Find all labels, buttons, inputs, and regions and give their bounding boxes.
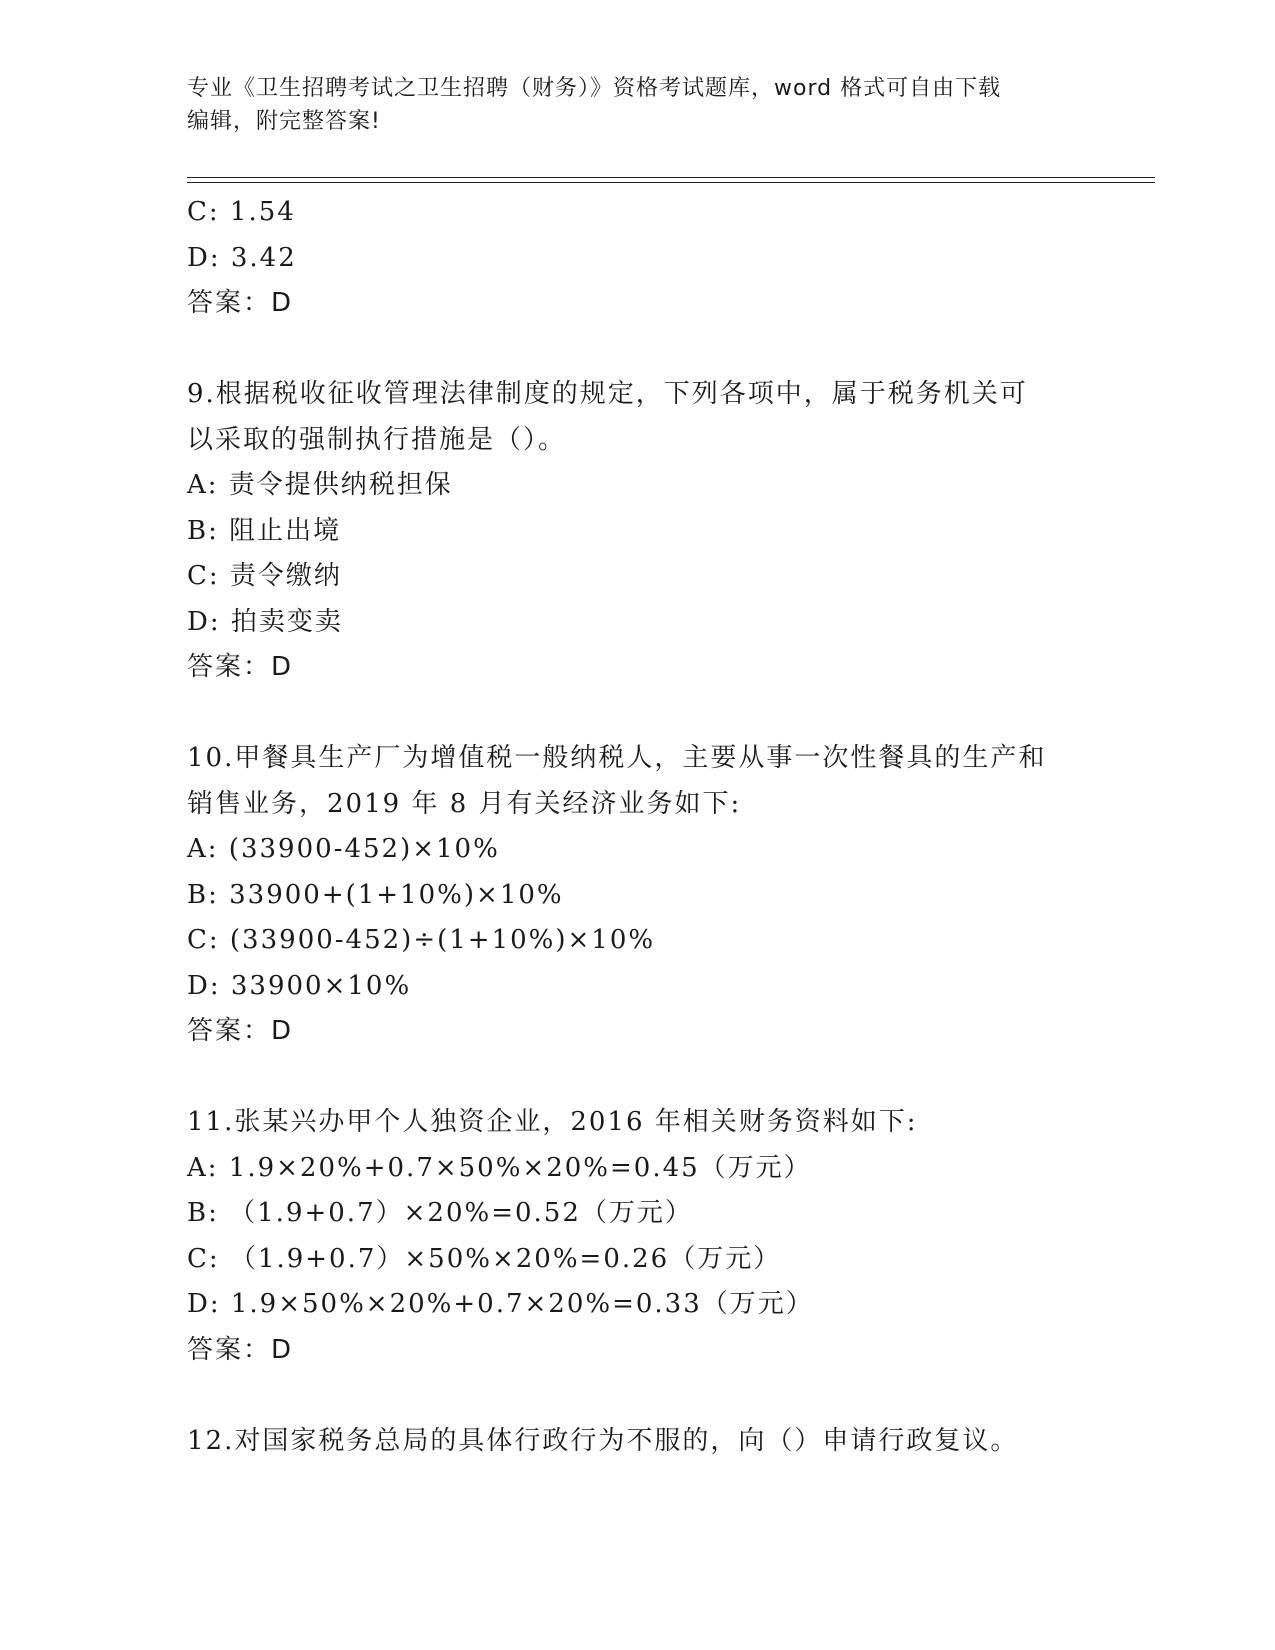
header-line-1: 专业《卫生招聘考试之卫生招聘（财务）》资格考试题库，word 格式可自由下载 (187, 76, 1002, 101)
option-d: D: 3.42 (187, 242, 297, 273)
option-c: C: 责令缴纳 (187, 561, 342, 591)
question-11 (187, 1100, 1087, 1373)
question-stem: 销售业务，2019 年 8 月有关经济业务如下: (187, 788, 742, 819)
option-a: A: 1.9×20%+0.7×50%×20%=0.45（万元） (187, 1152, 812, 1183)
question-stem: 12.对国家税务总局的具体行政行为不服的，向（）申请行政复议。 (187, 1425, 1019, 1456)
header-divider-bottom (187, 182, 1155, 183)
answer-line: 答案：D (187, 1016, 294, 1046)
answer-line: 答案：D (187, 1334, 294, 1365)
option-b: B: （1.9+0.7）×20%=0.52（万元） (187, 1198, 693, 1228)
option-c: C: (33900-452)÷(1+10%)×10% (187, 925, 656, 955)
option-b: B: 阻止出境 (187, 515, 342, 546)
question-12 (187, 1419, 1087, 1465)
header-divider-top (187, 177, 1155, 178)
question-9 (187, 372, 1087, 691)
option-b: B: 33900+(1+10%)×10% (187, 879, 564, 910)
option-c: C: 1.54 (187, 197, 296, 227)
question-stem: 以采取的强制执行措施是（）。 (187, 424, 567, 455)
spacer (187, 1055, 1087, 1101)
spacer (187, 691, 1087, 737)
question-stem: 11.张某兴办甲个人独资企业，2016 年相关财务资料如下: (187, 1107, 918, 1137)
option-c: C: （1.9+0.7）×50%×20%=0.26（万元） (187, 1243, 782, 1274)
option-d: D: 1.9×50%×20%+0.7×20%=0.33（万元） (187, 1289, 814, 1319)
question-list (187, 190, 1087, 1464)
question-stem: 10.甲餐具生产厂为增值税一般纳税人，主要从事一次性餐具的生产和 (187, 743, 1047, 773)
option-d: D: 拍卖变卖 (187, 606, 343, 637)
question-8 (187, 190, 1087, 327)
option-d: D: 33900×10% (187, 970, 412, 1001)
spacer (187, 327, 1087, 373)
question-stem: 9.根据税收征收管理法律制度的规定，下列各项中，属于税务机关可 (187, 379, 1028, 409)
answer-line: 答案：D (187, 288, 294, 318)
option-a: A: 责令提供纳税担保 (187, 470, 453, 500)
option-a: A: (33900-452)×10% (187, 834, 500, 864)
header-line-2: 编辑，附完整答案! (187, 109, 381, 134)
spacer (187, 1373, 1087, 1419)
answer-line: 答案：D (187, 652, 294, 682)
question-10 (187, 736, 1087, 1055)
document-header (187, 72, 1067, 138)
